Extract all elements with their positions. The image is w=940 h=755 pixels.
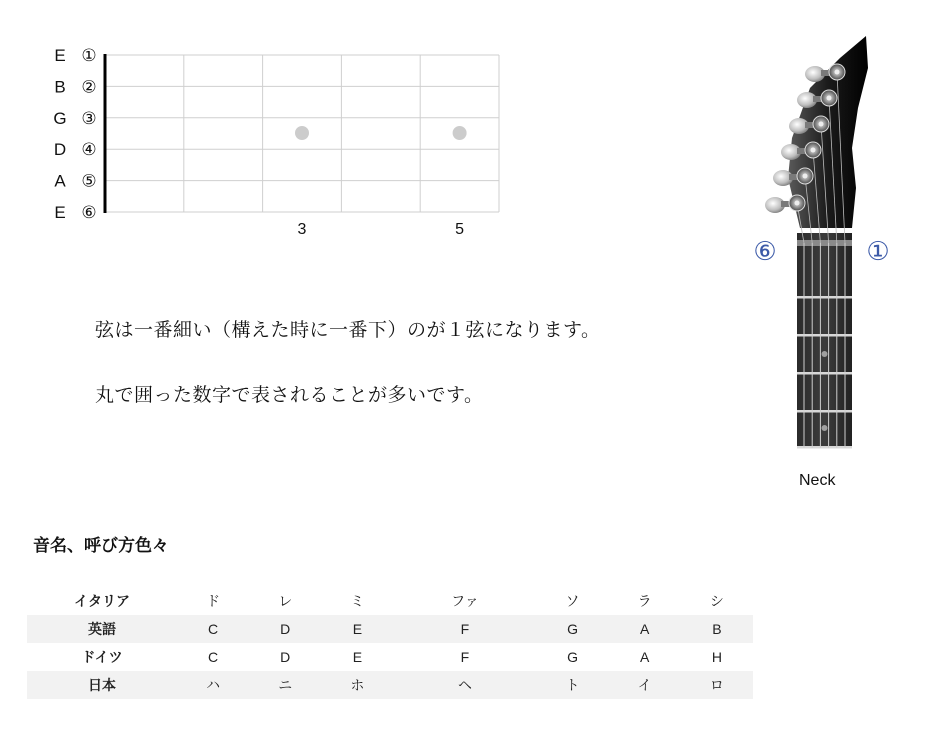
fretboard-string-labels [53, 46, 96, 223]
string-number-label: ⑥ [81, 203, 97, 223]
note-name-cell: A [609, 615, 681, 643]
tuner-post-center [835, 70, 840, 75]
fretboard-fret-numbers [298, 221, 465, 238]
note-name-cell: D [280, 649, 291, 665]
string-note-label: E [54, 46, 66, 65]
note-names-row-label: 日本 [27, 671, 177, 699]
note-name-cell: A [640, 649, 650, 665]
string-note-label: G [53, 108, 67, 128]
note-name-cell: ファ [451, 593, 479, 609]
fretboard-markers [295, 126, 467, 140]
tuner-post-center [827, 96, 832, 101]
neck [797, 233, 852, 448]
note-name-cell: C [177, 615, 249, 643]
note-name-cell: E [352, 649, 363, 665]
neck-fret-marker [822, 351, 828, 357]
string-number-explanation: 弦は一番細い（構えた時に一番下）のが１弦になります。 [95, 319, 601, 341]
note-name-cell: E [321, 615, 393, 643]
note-name-cell: C [208, 649, 219, 665]
note-names-row-label: 英語 [27, 615, 177, 643]
string-note-label: A [54, 171, 66, 191]
note-name-cell: F [460, 649, 470, 665]
fret-marker-dot [453, 126, 467, 140]
tuner-post-center [811, 148, 816, 153]
note-name-cell: B [681, 615, 753, 643]
nut [797, 240, 852, 246]
fret-marker-dot [295, 126, 309, 140]
neck-fret-marker [822, 425, 828, 431]
note-name-cell: ド [206, 593, 221, 609]
note-names-row [27, 615, 753, 643]
note-name-cell: ヘ [393, 671, 536, 699]
string-one-label: ① [866, 237, 890, 267]
circled-number-explanation: 丸で囲った数字で表されることが多いです。 [95, 384, 484, 406]
note-name-cell: イ [609, 671, 681, 699]
string-note-label: E [54, 203, 66, 222]
string-number-label: ① [81, 46, 97, 66]
note-name-cell: H [711, 649, 722, 665]
fret-number-label: 5 [455, 221, 465, 238]
guitar-headstock-illustration [740, 28, 910, 458]
note-names-table [27, 587, 753, 699]
fret-number-label: 3 [297, 221, 307, 238]
note-name-cell: ト [536, 671, 608, 699]
note-name-cell: ホ [321, 671, 393, 699]
note-names-row-label: イタリア [74, 593, 130, 609]
tuner-post-center [795, 201, 800, 206]
neck-fret [797, 296, 852, 299]
section-title: 音名、呼び方色々 [33, 536, 169, 556]
note-names-row-label: ドイツ [81, 649, 123, 665]
note-name-cell: G [567, 649, 578, 665]
string-number-label: ⑤ [81, 171, 97, 192]
tuner-post-center [803, 174, 808, 179]
neck-caption: Neck [799, 472, 836, 489]
string-six-label: ⑥ [753, 237, 777, 267]
note-names-row [27, 587, 753, 615]
note-names-row [27, 671, 753, 699]
note-names-row [27, 643, 753, 671]
neck-fret [797, 446, 852, 449]
note-name-cell: F [393, 615, 536, 643]
neck-fret [797, 334, 852, 337]
string-note-label: D [53, 140, 67, 160]
note-name-cell: シ [709, 593, 724, 609]
note-name-cell: ラ [637, 593, 652, 609]
string-number-label: ② [81, 77, 97, 98]
note-name-cell: ニ [249, 671, 321, 699]
fretboard-diagram [0, 0, 520, 250]
tuner-post-center [819, 122, 824, 127]
note-name-cell: レ [278, 593, 293, 609]
note-name-cell: ソ [565, 593, 580, 609]
note-name-cell: G [536, 615, 608, 643]
string-number-label: ③ [81, 108, 97, 129]
note-name-cell: D [249, 615, 321, 643]
neck-fret [797, 410, 852, 413]
string-number-label: ④ [81, 140, 97, 161]
note-name-cell: ハ [177, 671, 249, 699]
neck-fret [797, 372, 852, 375]
note-name-cell: ミ [350, 593, 365, 609]
note-name-cell: ロ [681, 671, 753, 699]
string-note-label: B [54, 77, 66, 97]
